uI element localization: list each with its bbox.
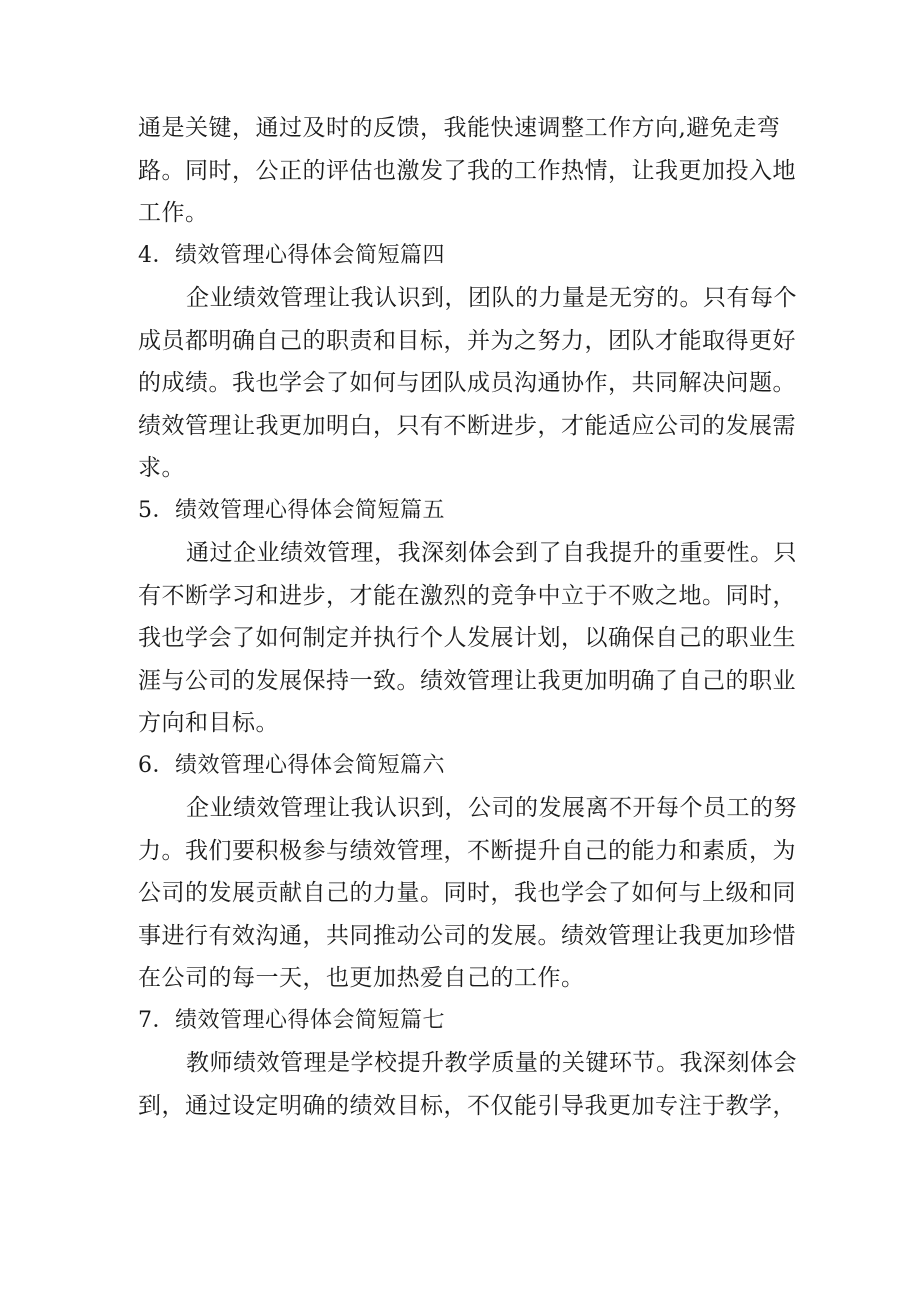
text-line: 通过企业绩效管理，我深刻体会到了自我提升的重要性。只 bbox=[186, 540, 797, 566]
text-line: 绩效管理让我更加明白，只有不断进步，才能适应公司的发展需 bbox=[138, 412, 796, 439]
text-line: 成员都明确自己的职责和目标，并为之努力，团队才能取得更好 bbox=[138, 327, 796, 354]
section-heading: 5．绩效管理心得体会简短篇五 bbox=[138, 497, 445, 523]
text-line: 工作。 bbox=[138, 200, 209, 226]
text-line: 求。 bbox=[138, 455, 185, 481]
text-line: 企业绩效管理让我认识到，团队的力量是无穷的。只有每个 bbox=[186, 285, 797, 311]
text-line: 教师绩效管理是学校提升教学质量的关键环节。我深刻体会 bbox=[186, 1050, 797, 1076]
section-heading: 7．绩效管理心得体会简短篇七 bbox=[138, 1007, 445, 1033]
section-heading: 4．绩效管理心得体会简短篇四 bbox=[138, 242, 445, 268]
text-line: 方向和目标。 bbox=[138, 710, 279, 736]
text-line: 事进行有效沟通，共同推动公司的发展。绩效管理让我更加珍惜 bbox=[138, 922, 796, 949]
document-page bbox=[138, 112, 797, 1132]
text-line: 公司的发展贡献自己的力量。同时，我也学会了如何与上级和同 bbox=[138, 880, 796, 906]
text-line: 力。我们要积极参与绩效管理，不断提升自己的能力和素质，为 bbox=[138, 837, 796, 864]
text-line: 在公司的每一天，也更加热爱自己的工作。 bbox=[138, 965, 585, 991]
text-line: 有不断学习和进步，才能在激烈的竞争中立于不败之地。同时， bbox=[138, 582, 796, 609]
text-line: 的成绩。我也学会了如何与团队成员沟通协作，共同解决问题。 bbox=[138, 370, 796, 396]
text-line: 通是关键，通过及时的反馈，我能快速调整工作方向,避免走弯 bbox=[138, 115, 781, 141]
text-line: 涯与公司的发展保持一致。绩效管理让我更加明确了自己的职业 bbox=[138, 667, 796, 694]
section-heading: 6．绩效管理心得体会简短篇六 bbox=[138, 752, 445, 778]
text-line: 企业绩效管理让我认识到，公司的发展离不开每个员工的努 bbox=[186, 795, 797, 821]
text-line: 到，通过设定明确的绩效目标，不仅能引导我更加专注于教学， bbox=[138, 1092, 796, 1119]
text-line: 路。同时，公正的评估也激发了我的工作热情，让我更加投入地 bbox=[138, 157, 796, 184]
text-line: 我也学会了如何制定并执行个人发展计划，以确保自己的职业生 bbox=[138, 625, 796, 651]
